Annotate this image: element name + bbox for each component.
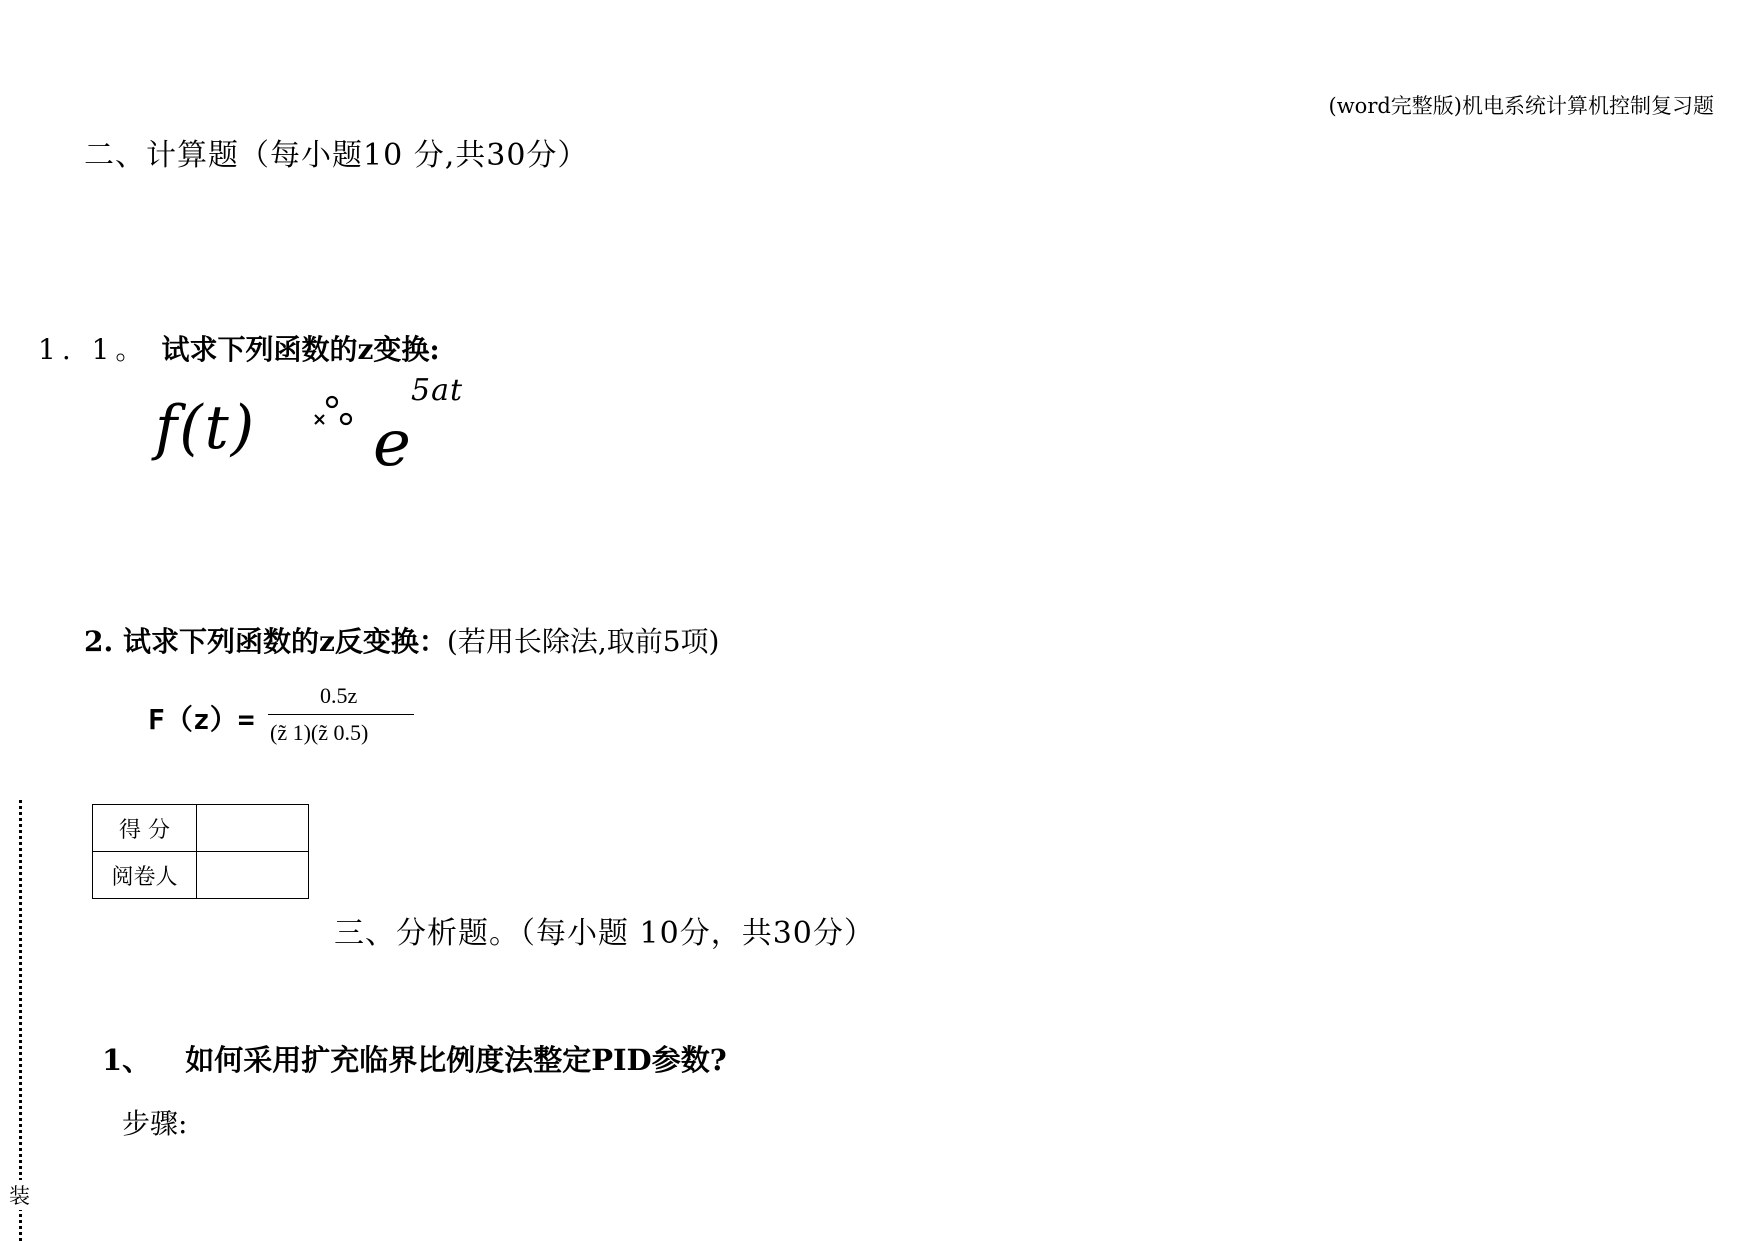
section-title-calculation: 二、计算题（每小题10 分,共30分） (84, 138, 589, 173)
binding-dotted-line (19, 800, 22, 1241)
section-title-analysis: 三、分析题。（每小题 10分，共30分） (334, 916, 875, 951)
score-box (92, 804, 309, 899)
grader-row (93, 852, 309, 899)
formula-lhs: f(t) (155, 393, 257, 463)
question-text: 如何采用扩充临界比例度法整定PID参数? (185, 1043, 727, 1077)
grader-value-cell (197, 852, 309, 899)
question-text: 试求下列函数的z变换: (161, 333, 440, 366)
question-3 (102, 1038, 727, 1079)
formula-ft (155, 373, 495, 495)
question-text: 2. 试求下列函数的z反变换： (84, 625, 447, 658)
page-header: (word完整版)机电系统计算机控制复习题 (1328, 94, 1714, 118)
garbled-symbol-icon (311, 391, 357, 431)
fraction-bar (268, 714, 414, 715)
score-value-cell (197, 805, 309, 852)
formula-fz (148, 683, 448, 756)
question-number: 1、 (102, 1043, 152, 1077)
question-2 (84, 620, 719, 660)
question-number: 1. 1。 (38, 333, 150, 366)
question-1 (38, 328, 440, 368)
formula-base: e (373, 407, 411, 481)
formula-denominator: (z̃ 1)(z̃ 0.5) (270, 720, 369, 745)
steps-label: 步骤: (122, 1107, 188, 1140)
score-row (93, 805, 309, 852)
grader-label: 阅卷人 (93, 852, 197, 899)
binding-side-label: 装 (9, 1180, 30, 1210)
formula-exponent: 5at (411, 373, 464, 408)
formula-lhs: F（z）= (148, 703, 255, 736)
question-note: (若用长除法,取前5项) (446, 625, 720, 658)
formula-numerator: 0.5z (320, 683, 358, 708)
score-label: 得 分 (93, 805, 197, 852)
